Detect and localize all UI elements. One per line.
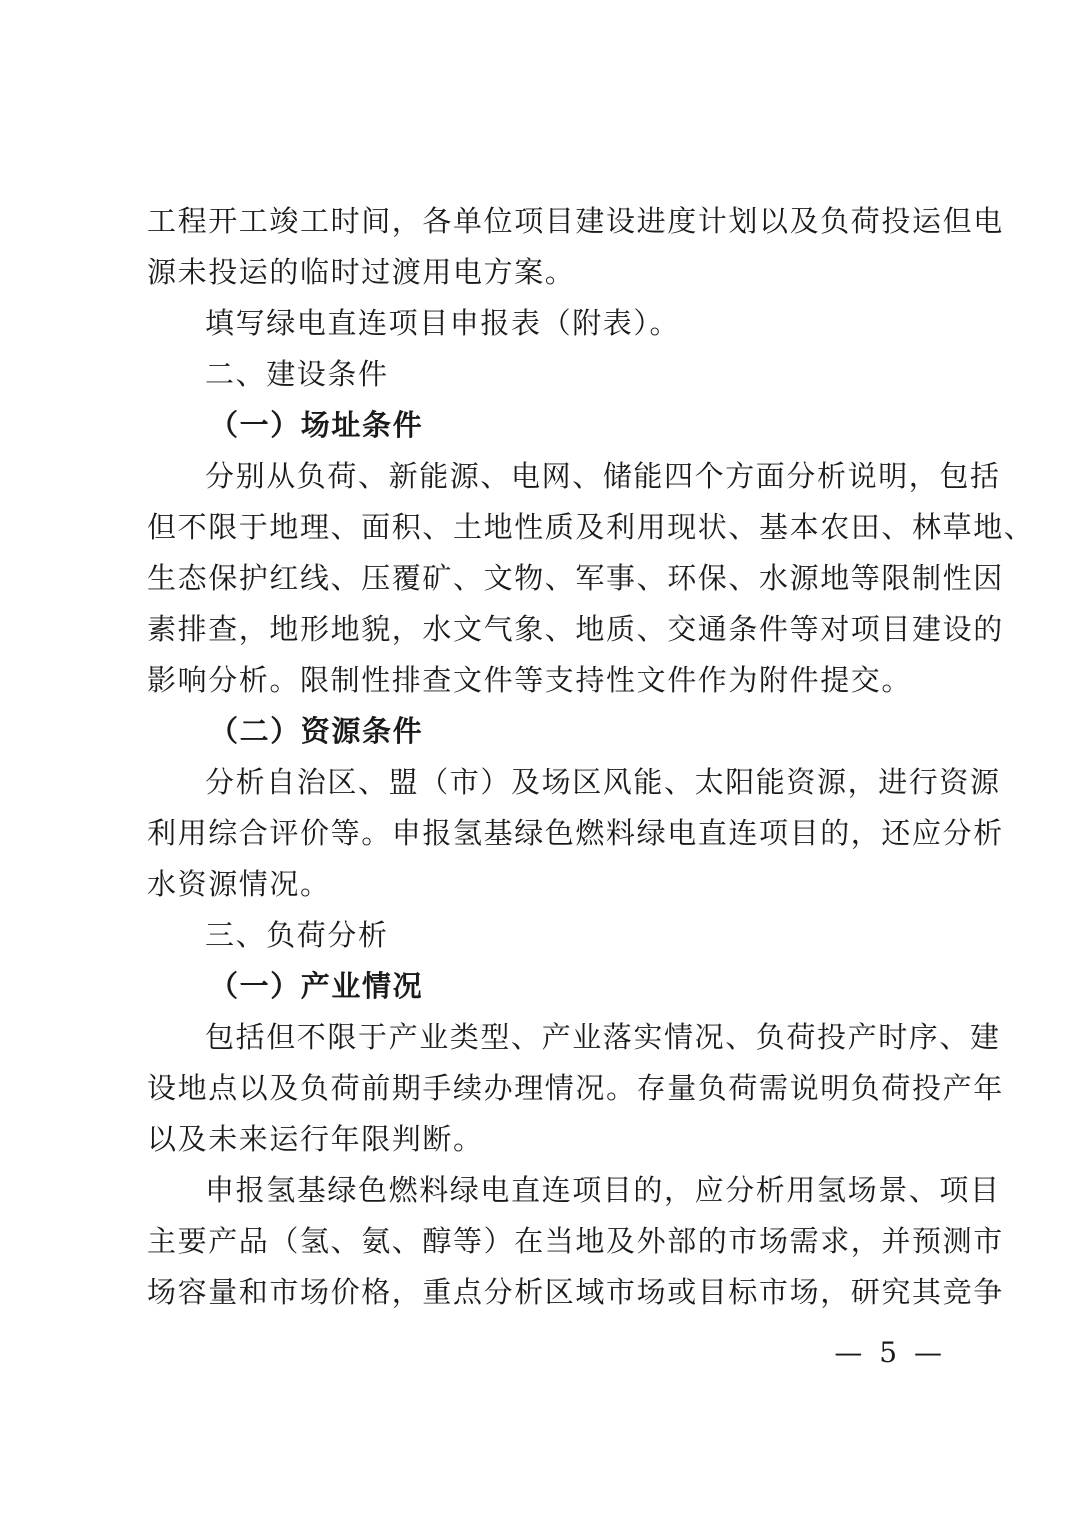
text-line: 影响分析。限制性排查文件等支持性文件作为附件提交。 xyxy=(147,663,913,697)
text-line: 分别从负荷、新能源、电网、储能四个方面分析说明，包括 xyxy=(205,459,1001,493)
text-line: 申报氢基绿色燃料绿电直连项目的，应分析用氢场景、项目 xyxy=(205,1173,1001,1207)
text-line: 源未投运的临时过渡用电方案。 xyxy=(147,255,576,289)
subsection-heading: （一）产业情况 xyxy=(209,969,424,1003)
text-line: 设地点以及负荷前期手续办理情况。存量负荷需说明负荷投产年 xyxy=(147,1071,1004,1105)
text-line: 分析自治区、盟（市）及场区风能、太阳能资源，进行资源 xyxy=(205,765,1001,799)
section-heading: 二、建设条件 xyxy=(205,357,389,391)
text-line: 生态保护红线、压覆矿、文物、军事、环保、水源地等限制性因 xyxy=(147,561,1004,595)
text-line: 工程开工竣工时间，各单位项目建设进度计划以及负荷投运但电 xyxy=(147,204,1004,238)
text-line: 填写绿电直连项目申报表（附表）。 xyxy=(205,306,681,340)
text-line: 主要产品（氢、氨、醇等）在当地及外部的市场需求，并预测市 xyxy=(147,1224,1004,1258)
page-body xyxy=(147,196,1035,1318)
section-heading: 三、负荷分析 xyxy=(205,918,389,952)
page-number: — 5 — xyxy=(834,1336,946,1369)
text-line: 包括但不限于产业类型、产业落实情况、负荷投产时序、建 xyxy=(205,1020,1001,1054)
text-line: 利用综合评价等。申报氢基绿色燃料绿电直连项目的，还应分析 xyxy=(147,816,1004,850)
text-line: 以及未来运行年限判断。 xyxy=(147,1122,484,1156)
subsection-heading: （二）资源条件 xyxy=(209,714,424,748)
subsection-heading: （一）场址条件 xyxy=(209,408,424,442)
text-line: 素排查，地形地貌，水文气象、地质、交通条件等对项目建设的 xyxy=(147,612,1004,646)
text-line: 场容量和市场价格，重点分析区域市场或目标市场，研究其竞争 xyxy=(147,1275,1004,1309)
text-line: 但不限于地理、面积、土地性质及利用现状、基本农田、林草地、 xyxy=(147,510,1035,544)
text-line: 水资源情况。 xyxy=(147,867,331,901)
